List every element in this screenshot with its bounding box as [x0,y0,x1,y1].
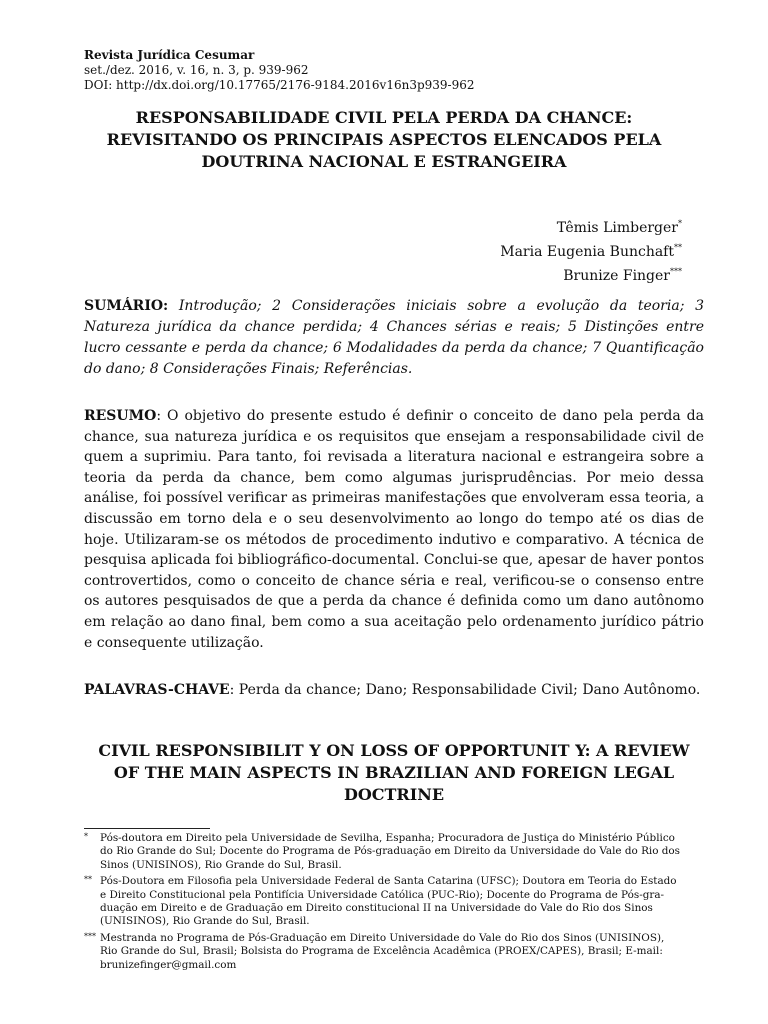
footnote-line: Pós-doutora em Direito pela Universidade de Sevilha, Espanha; Procuradora de Justiça do Ministério Público [100,832,675,844]
footnote-line: duação em Direito e de Graduação em Direito constitucional II na Universidade do Vale do Rio dos Sinos [100,902,653,915]
footnote-line: e Direito Constitucional pela Pontifícia Universidade Católica (PUC-Rio); Docente do Programa de Pós-gra- [100,888,665,901]
author-list [500,216,682,288]
abstract-text: : O objetivo do presente estudo é definir o conceito de dano pela perda da chance, sua natureza jurídica e os requisitos que ensejam a responsabilidade civil de quem a suprimiu. Para tanto, foi revisada a literatura nacional e estrangeira sobre a teoria da perda da chance, bem como algumas jurisprudências. Por meio dessa análise, foi possível verificar as primeiras manifestações que envolveram essa teoria, a discussão em torno dela e o seu desenvolvimento ao longo do tempo até os dias de hoje. Utilizaram-se os métodos de procedimento indutivo e comparativo. A técnica de pesquisa aplicada foi bibliográfico-documental. Conclui-se que, apesar de haver pontos controvertidos, como o conceito de chance séria e real, verificou-se o consenso entre os autores pesquisados de que a perda da chance é definida como um dano autônomo em relação ao dano final, bem como a sua aceitação pelo ordenamento jurídico pátrio e consequente utilização. [84,408,705,651]
english-title [84,740,704,806]
journal-name: Revista Jurídica Cesumar [84,48,255,62]
article-title [84,107,684,173]
keywords-text: : Perda da chance; Dano; Responsabilidade Civil; Dano Autônomo. [229,682,701,698]
footnote-mark: ** [84,875,92,885]
footnote-line: do Rio Grande do Sul; Docente do Programa de Pós-graduação em Direito da Universidade do Vale do Rio dos [100,845,681,858]
footnote-mark: * [84,832,88,841]
abstract-label: RESUMO [84,408,157,424]
author-name: Maria Eugenia Bunchaft [500,244,674,260]
author-name: Têmis Limberger [556,220,678,236]
footnote-line: Sinos (UNISINOS), Rio Grande do Sul, Brasil. [100,858,342,871]
author [500,216,682,240]
footnote-mark: *** [84,931,96,941]
footnote [84,832,704,872]
footnote-line: Rio Grande do Sul, Brasil; Bolsista do Programa de Excelência Acadêmica (PROEX/CAPES), Brasil; E-mail: [100,945,663,958]
keywords-section [84,680,704,700]
footnote-marker[interactable]: ** [674,243,682,252]
footnote-marker[interactable]: * [678,219,682,228]
footnote [84,932,704,972]
author [500,240,682,264]
summary-section [84,296,704,380]
english-title-line: CIVIL RESPONSIBILIT Y ON LOSS OF OPPORTUNIT Y: A REVIEW [98,741,690,760]
footnote-marker[interactable]: *** [670,267,682,276]
journal-header [84,48,684,93]
title-line: DOUTRINA NACIONAL E ESTRANGEIRA [201,152,567,171]
title-line: REVISITANDO OS PRINCIPAIS ASPECTOS ELENCADOS PELA [106,130,662,149]
journal-doi[interactable]: DOI: http://dx.doi.org/10.17765/2176-9184.2016v16n3p939-962 [84,78,475,92]
footnote-line: Pós-Doutora em Filosofia pela Universidade Federal de Santa Catarina (UFSC); Doutora em Teoria do Estado [100,875,677,888]
footnote-email[interactable]: brunizefinger@gmail.com [100,958,237,971]
author [500,264,682,288]
footnote-divider [84,828,210,829]
footnotes [84,832,704,975]
english-title-line: OF THE MAIN ASPECTS IN BRAZILIAN AND FOREIGN LEGAL [113,763,675,782]
footnote-line: (UNISINOS), Rio Grande do Sul, Brasil. [100,915,310,928]
title-line: RESPONSABILIDADE CIVIL PELA PERDA DA CHANCE: [135,108,633,127]
author-name: Brunize Finger [563,268,670,284]
keywords-label: PALAVRAS-CHAVE [84,682,230,698]
footnote [84,875,704,929]
english-title-line: DOCTRINE [343,785,445,804]
footnote-line: Mestranda no Programa de Pós-Graduação em Direito Universidade do Vale do Rio dos Sinos (UNISINOS), [100,931,665,944]
abstract-section [84,406,704,653]
summary-text: Introdução; 2 Considerações iniciais sobre a evolução da teoria; 3 Natureza jurídica da chance perdida; 4 Chances sérias e reais; 5 Distinções entre lucro cessante e perda da chance; 6 Modalidades da perda da chance; 7 Quantificação do dano; 8 Considerações Finais; Referências. [84,298,704,377]
journal-issue: set./dez. 2016, v. 16, n. 3, p. 939-962 [84,63,309,77]
summary-label: SUMÁRIO: [84,298,169,314]
